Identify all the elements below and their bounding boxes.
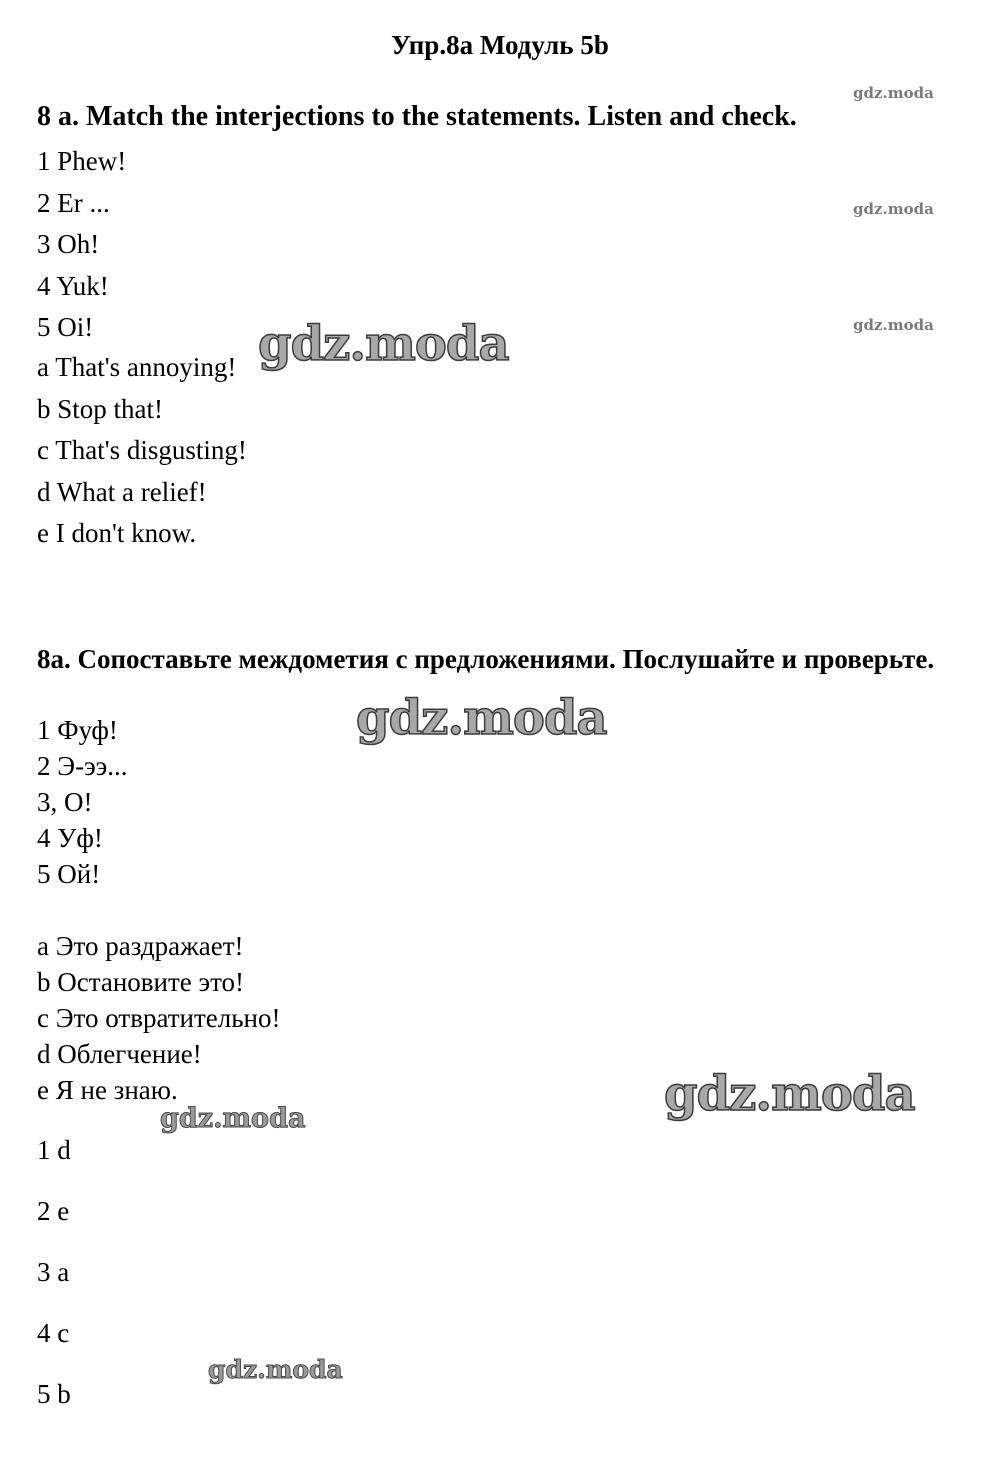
exercise-heading-russian: 8а. Сопоставьте междометия с предложениями. Послушайте и проверьте. [37, 644, 935, 674]
watermark: gdz.moda [356, 690, 607, 746]
list-item: 2 Er ... [37, 187, 110, 218]
russian-statements-list [37, 928, 281, 1108]
english-interjections-list [37, 141, 126, 349]
watermark: gdz.moda [853, 316, 934, 334]
russian-interjections-list [37, 712, 128, 892]
watermark: gdz.moda [853, 84, 934, 102]
watermark: gdz.moda [208, 1355, 343, 1384]
list-item: d Облегчение! [37, 1039, 202, 1069]
list-item: c Это отвратительно! [37, 1003, 281, 1033]
list-item: b Остановите это! [37, 967, 245, 997]
list-item: 4 Уф! [37, 823, 103, 853]
watermark: gdz.moda [853, 200, 934, 218]
list-item: 4 Yuk! [37, 270, 109, 301]
answer-item: 3 a [37, 1257, 70, 1287]
watermark: gdz.moda [258, 316, 509, 372]
list-item: e I don't know. [37, 518, 197, 548]
page-title: Упр.8а Модуль 5b [391, 30, 609, 60]
list-item: c That's disgusting! [37, 435, 247, 465]
list-item: 3, О! [37, 787, 93, 817]
english-statements-list [37, 347, 247, 555]
list-item: a That's annoying! [37, 352, 237, 382]
list-item: 5 Oi! [37, 312, 94, 342]
list-item: 5 Ой! [37, 859, 101, 889]
answer-item: 5 b [37, 1379, 71, 1409]
list-item: b Stop that! [37, 393, 163, 424]
list-item: 3 Oh! [37, 229, 100, 259]
answer-item: 1 d [37, 1135, 71, 1165]
list-item: 1 Phew! [37, 146, 127, 176]
answer-item: 2 e [37, 1196, 70, 1226]
list-item: 2 Э-ээ... [37, 751, 128, 781]
exercise-heading-english: 8 a. Match the interjections to the statements. Listen and check. [37, 101, 797, 132]
answer-item: 4 c [37, 1318, 70, 1348]
list-item: 1 Фуф! [37, 715, 118, 745]
list-item: e Я не знаю. [37, 1075, 178, 1105]
list-item: a Это раздражает! [37, 931, 244, 961]
watermark: gdz.moda [664, 1066, 915, 1122]
list-item: d What a relief! [37, 476, 207, 507]
answers-list [37, 1130, 71, 1435]
watermark: gdz.moda [160, 1103, 306, 1134]
